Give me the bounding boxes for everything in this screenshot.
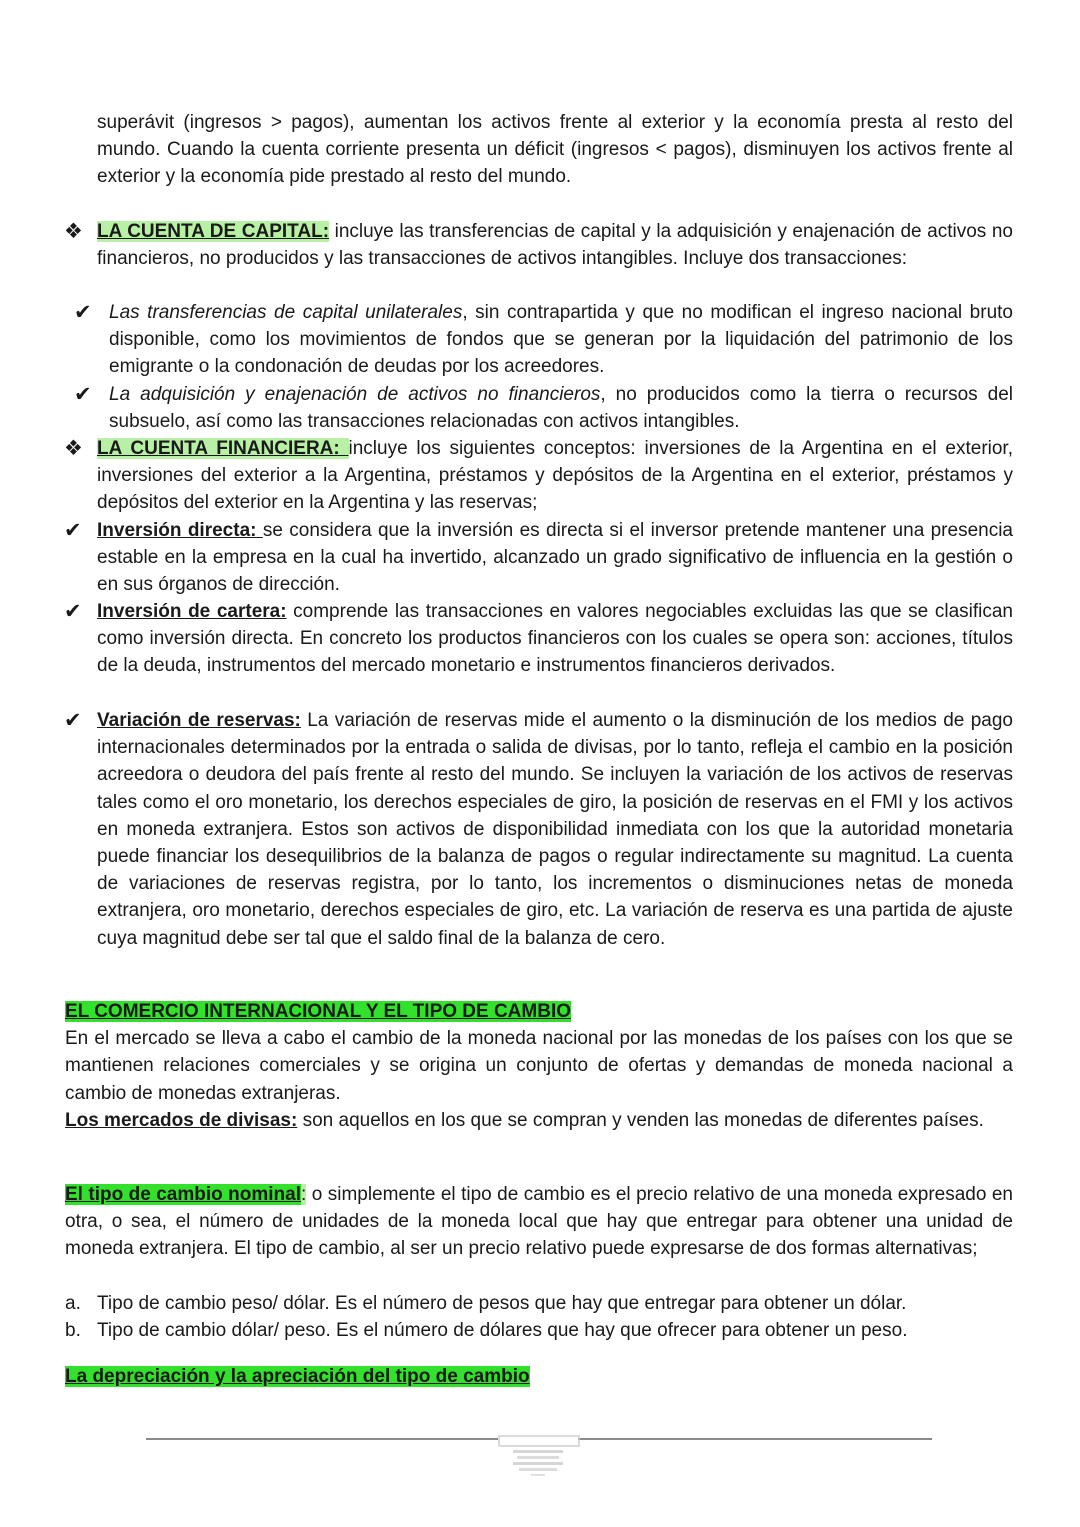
check-icon: ✔ <box>64 519 82 542</box>
direct-investment-term: Inversión directa: <box>97 520 263 541</box>
currency-markets-term: Los mercados de divisas: <box>65 1109 298 1131</box>
check-icon: ✔ <box>64 600 82 623</box>
capital-account-heading: LA CUENTA DE CAPITAL: <box>97 221 330 242</box>
financial-account-heading: LA CUENTA FINANCIERA: <box>97 438 349 459</box>
capital-item-transfers: Las transferencias de capital unilaterales, sin contrapartida y que no modifican el ingreso nacional bruto disponible, como los movimientos de fondos que se generan por la liquidación del patrimonio de los emigrante o la condonación de deudas por los acreedores. <box>109 302 1013 378</box>
reserves-variation-paragraph: Variación de reservas: La variación de reservas mide el aumento o la disminución de los medios de pago internacionales determinados por la entrada o salida de divisas, por lo tanto, refleja el cambio en la posición acreedora o deudora del país frente al resto del mundo. Se incluyen la variación de los activos de reservas tales como el oro monetario, los derechos especiales de giro, la posición de reservas en el FMI y los activos en moneda extranjera. Estos son activos de disponibilidad inmediata con los que la autoridad monetaria puede financiar los desequilibrios de la balanza de pagos o regular indirectamente su magnitud. La cuenta de variaciones de reservas registra, por lo tanto, los incrementos o disminuciones netas de moneda extranjera, oro monetario, derechos especiales de giro, etc. La variación de reserva es una partida de ajuste cuya magnitud debe ser tal que el saldo final de la balanza de cero. <box>97 710 1013 949</box>
portfolio-investment-paragraph: Inversión de cartera: comprende las transacciones en valores negociables excluidas las que se clasifican como inversión directa. En concreto los productos financieros con los cuales se opera son: acciones, títulos de la deuda, instrumentos del mercado monetario e instrumentos financieros derivados. <box>97 601 1013 677</box>
diamond-bullet-icon: ❖ <box>64 437 83 460</box>
reserves-variation-term: Variación de reservas: <box>97 710 301 731</box>
watermark-logo-icon <box>497 1434 581 1478</box>
footer-divider-left <box>146 1438 498 1440</box>
trade-section-heading: EL COMERCIO INTERNACIONAL Y EL TIPO DE CAMBIO <box>65 1001 572 1022</box>
trade-section-paragraph: EL COMERCIO INTERNACIONAL Y EL TIPO DE CAMBIO En el mercado se lleva a cabo el cambio de la moneda nacional por las monedas de los países con los que se mantienen relaciones comerciales y se origina un conjunto de ofertas y demandas de moneda nacional a cambio de monedas extranjeras. Los mercados de divisas: son aquellos en los que se compran y venden las monedas de diferentes países. <box>65 1001 1013 1131</box>
exchange-form-b: Tipo de cambio dólar/ peso. Es el número de dólares que hay que ofrecer para obtener un peso. <box>97 1320 908 1341</box>
check-icon: ✔ <box>74 383 92 406</box>
intro-paragraph: superávit (ingresos > pagos), aumentan los activos frente al exterior y la economía presta al resto del mundo. Cuando la cuenta corriente presenta un déficit (ingresos < pagos), disminuyen los activos frente al exterior y la economía pide prestado al resto del mundo. <box>97 112 1013 188</box>
capital-item-acquisition: La adquisición y enajenación de activos no financieros, no producidos como la tierra o recursos del subsuelo, así como las transacciones relacionadas con activos intangibles. <box>109 384 1013 433</box>
portfolio-investment-term: Inversión de cartera: <box>97 601 287 622</box>
list-label-a: a. <box>65 1293 81 1314</box>
check-icon: ✔ <box>74 301 92 324</box>
capital-account-paragraph: LA CUENTA DE CAPITAL: incluye las transferencias de capital y la adquisición y enajenación de activos no financieros, no producidos y las transacciones de activos intangibles. Incluye dos transacciones: <box>97 221 1013 270</box>
diamond-bullet-icon: ❖ <box>64 220 83 243</box>
exchange-form-a: Tipo de cambio peso/ dólar. Es el número de pesos que hay que entregar para obtener un dólar. <box>97 1293 907 1314</box>
financial-account-paragraph: LA CUENTA FINANCIERA: incluye los siguientes conceptos: inversiones de la Argentina en el exterior, inversiones del exterior a la Argentina, préstamos y depósitos de la Argentina en el exterior, préstamos y depósitos del exterior en la Argentina y las reservas; <box>97 438 1013 514</box>
footer-divider-right <box>578 1438 932 1440</box>
depreciation-heading-line <box>65 1363 1013 1390</box>
check-icon: ✔ <box>64 709 82 732</box>
nominal-exchange-paragraph: El tipo de cambio nominal: o simplemente el tipo de cambio es el precio relativo de una moneda expresado en otra, o sea, el número de unidades de la moneda local que hay que entregar para obtener una unidad de moneda extranjera. El tipo de cambio, al ser un precio relativo puede expresarse de dos formas alternativas; <box>65 1184 1013 1260</box>
list-label-b: b. <box>65 1320 81 1341</box>
direct-investment-paragraph: Inversión directa: se considera que la inversión es directa si el inversor pretende mantener una presencia estable en la empresa en la cual ha invertido, alcanzado un grado significativo de influencia en la gestión o en sus órganos de dirección. <box>97 520 1013 596</box>
nominal-exchange-term: El tipo de cambio nominal <box>65 1184 302 1205</box>
depreciation-heading: La depreciación y la apreciación del tipo de cambio <box>65 1366 530 1387</box>
